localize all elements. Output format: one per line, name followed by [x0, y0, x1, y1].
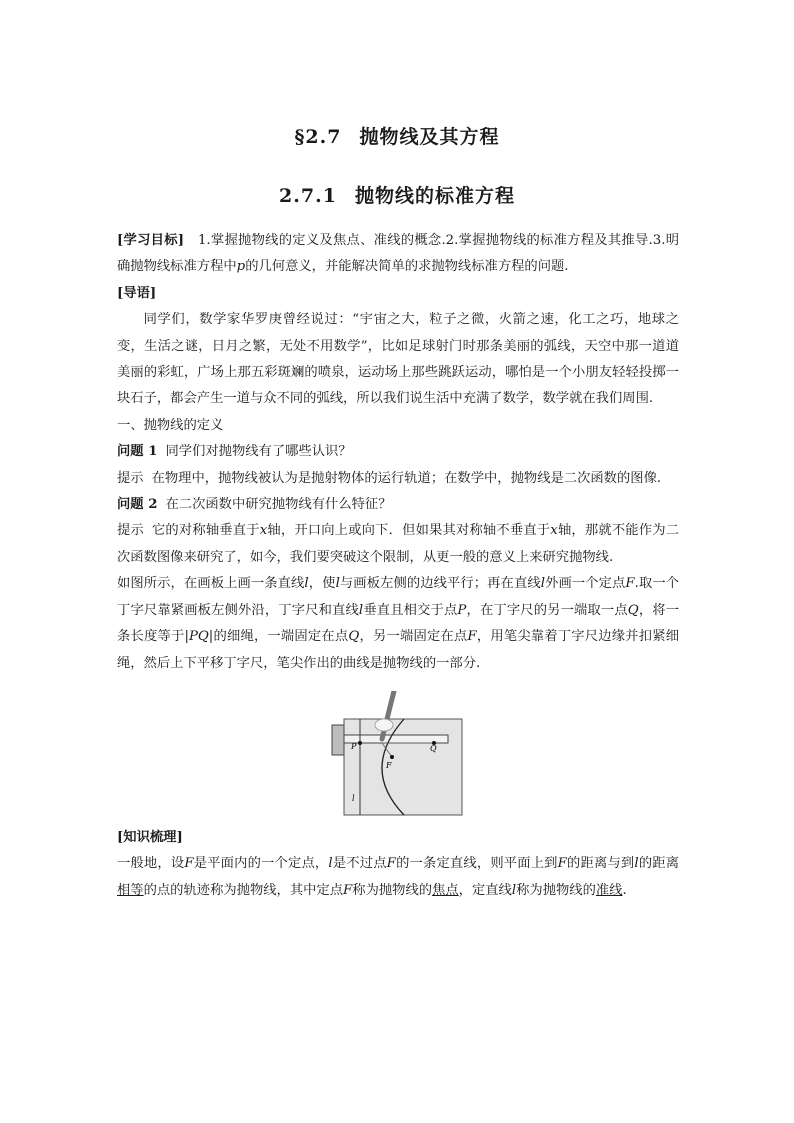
section-number: §2.7 — [294, 126, 342, 148]
term-focus: 焦点 — [432, 882, 459, 898]
point-P — [358, 741, 362, 745]
knowledge-label: [知识梳理] — [117, 829, 183, 845]
label-F: F — [386, 760, 392, 770]
point-F — [390, 755, 394, 759]
drawing-board-figure — [117, 677, 679, 825]
drawing-board — [344, 719, 462, 815]
hand — [375, 719, 393, 731]
hint-2: 提示 它的对称轴垂直于x轴，开口向上或向下．但如果其对称轴不垂直于x轴，那就不能作为二次函数图像来研究了，如今，我们要突破这个限制，从更一般的意义上来研究抛物线. — [117, 523, 680, 565]
knowledge-paragraph: 一般地，设F是平面内的一个定点，l是不过点F的一条定直线，则平面上到F的距离与到l的距离相等的点的轨迹称为抛物线，其中定点F称为抛物线的焦点，定直线l称为抛物线的准线. — [117, 856, 680, 898]
intro-label: [导语] — [117, 285, 157, 301]
subsection-number: 2.7.1 — [279, 185, 337, 207]
intro-paragraph: 同学们，数学家华罗庚曾经说过：“宇宙之大，粒子之微，火箭之速，化工之巧，地球之变，生活之谜，日月之繁，无处不用数学”，比如足球射门时那条美丽的弧线，天空中那一道道美丽的彩虹，广场上那五彩斑斓的喷泉，运动场上那些跳跃运动，哪怕是一个小朋友轻轻投掷一块石子，都会产生一道与众不同的弧线，所以我们说生活中充满了数学，数学就在我们周围. — [117, 312, 679, 407]
part-heading: 一、抛物线的定义 — [117, 417, 224, 433]
term-equal: 相等 — [117, 882, 144, 898]
t-square-head — [332, 725, 344, 755]
section-title — [0, 122, 794, 149]
hint-1: 提示 在物理中，抛物线被认为是抛射物体的运行轨道；在数学中，抛物线是二次函数的图像. — [117, 470, 662, 486]
label-l: l — [352, 793, 355, 803]
document-body — [117, 228, 679, 904]
question-2: 问题 2 在二次函数中研究抛物线有什么特征？ — [117, 497, 392, 513]
subsection-title — [0, 181, 794, 208]
parabola-drawing-illustration — [330, 691, 466, 819]
subsection-title-text: 抛物线的标准方程 — [354, 185, 515, 207]
label-P: P — [351, 741, 357, 751]
section-title-text: 抛物线及其方程 — [359, 126, 500, 148]
learning-goals: [学习目标] 1.掌握抛物线的定义及焦点、准线的概念.2.掌握抛物线的标准方程及其推导.3.明确抛物线标准方程中p的几何意义，并能解决简单的求抛物线标准方程的问题. — [117, 233, 679, 275]
experiment-paragraph: 如图所示，在画板上画一条直线l，使l与画板左侧的边线平行；再在直线l外画一个定点F.取一个丁字尺靠紧画板左侧外沿，丁字尺和直线l垂直且相交于点P，在丁字尺的另一端取一点Q，将一条长度等于|PQ|的细绳，一端固定在点Q，另一端固定在点F，用笔尖靠着丁字尺边缘并扣紧细绳，然后上下平移丁字尺，笔尖作出的曲线是抛物线的一部分. — [117, 576, 680, 671]
label-Q: Q — [430, 743, 437, 753]
goals-label: [学习目标] — [117, 233, 185, 248]
term-directrix: 准线 — [595, 882, 623, 898]
question-1: 问题 1 同学们对抛物线有了哪些认识？ — [117, 444, 352, 460]
